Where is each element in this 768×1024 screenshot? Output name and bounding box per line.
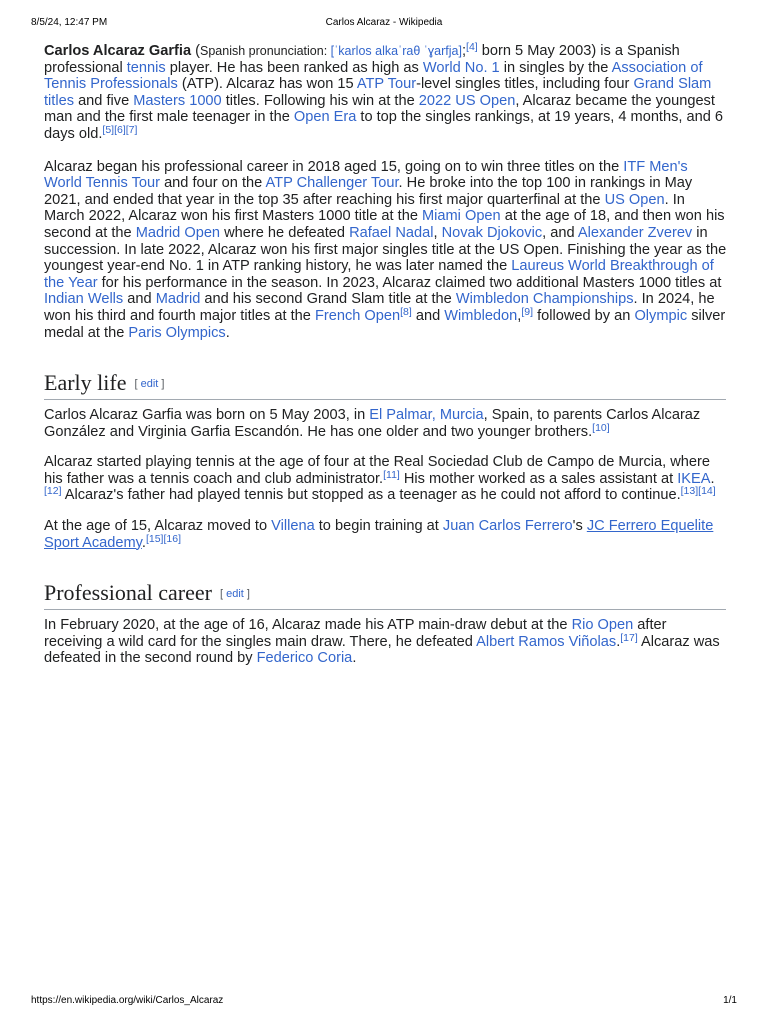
link-olympic[interactable]: Olympic (634, 307, 688, 324)
link-rafael-nadal[interactable]: Rafael Nadal (349, 224, 434, 241)
link-french-open[interactable]: French Open (314, 307, 401, 324)
ref-4[interactable]: [4] (466, 41, 478, 53)
link-federico-coria[interactable]: Federico Coria (256, 650, 353, 667)
link-open-era[interactable]: Open Era (293, 109, 357, 126)
link-miami-open[interactable]: Miami Open (422, 208, 501, 225)
link-juan-carlos-ferrero[interactable]: Juan Carlos Ferrero (442, 518, 573, 535)
ref-8[interactable]: [8] (400, 305, 412, 318)
link-tennis[interactable]: tennis (126, 59, 166, 76)
link-2022-us-open[interactable]: 2022 US Open (418, 92, 516, 109)
link-madrid-open[interactable]: Madrid Open (135, 224, 221, 241)
print-footer (31, 995, 737, 1009)
edit-link-early-life[interactable]: edit (140, 378, 159, 391)
link-rio-open[interactable]: Rio Open (571, 617, 634, 634)
link-ikea[interactable]: IKEA (677, 470, 711, 487)
early-life-paragraph-3: At the age of 15, Alcaraz moved to Villena to begin training at Juan Carlos Ferrero's JC Ferrero Equelite Sport Academy.[15][16] (44, 518, 714, 551)
professional-career-paragraph-1: In February 2020, at the age of 16, Alcaraz made his ATP main-draw debut at the Rio Open after receiving a wild card for the singles main draw. There, he defeated Albert Ramos Viñolas.[17] Alcaraz was defeated in the second round by Federico Coria. (44, 617, 720, 667)
ref-11[interactable]: [11] (383, 468, 400, 481)
link-alexander-zverev[interactable]: Alexander Zverev (577, 224, 693, 241)
ref-13-14[interactable]: [13][14] (680, 485, 716, 498)
link-us-open[interactable]: US Open (604, 191, 665, 208)
link-grand-slam-titles[interactable]: Grand Slam titles (44, 76, 712, 109)
early-life-paragraph-1: Carlos Alcaraz Garfia was born on 5 May 2003, in El Palmar, Murcia, Spain, to parents Carlos Alcaraz González and Virginia Garfia Escandón. He has one older and two younger brothers.[10] (44, 407, 701, 440)
early-life-paragraph-2: Alcaraz started playing tennis at the age of four at the Real Sociedad Club de Campo de Murcia, where his father was a tennis coach and club administrator.[11] His mother worked as a sales assistant at IKEA.[12] Alcaraz's father had played tennis but stopped as a teenager as he could not afford to continue.[13][14] (44, 454, 716, 504)
section-heading-professional-career: Professional career [ edit ] (44, 579, 726, 610)
link-villena[interactable]: Villena (271, 518, 315, 535)
ref-15-16[interactable]: [15][16] (145, 532, 181, 545)
article-content (44, 43, 728, 681)
link-novak-djokovic[interactable]: Novak Djokovic (441, 224, 543, 241)
link-atp-challenger-tour[interactable]: ATP Challenger Tour (265, 175, 399, 192)
link-indian-wells[interactable]: Indian Wells (44, 291, 124, 308)
link-world-no-1[interactable]: World No. 1 (422, 59, 500, 76)
section-heading-early-life: Early life [ edit ] (44, 369, 726, 400)
link-masters-1000[interactable]: Masters 1000 (133, 92, 222, 109)
link-laureus[interactable]: Laureus World Breakthrough of the Year (44, 258, 714, 291)
ref-12[interactable]: [12] (44, 485, 62, 498)
edit-link-professional-career[interactable]: edit (226, 588, 244, 601)
print-page-number: 1/1 (723, 995, 737, 1006)
ref-10[interactable]: [10] (592, 421, 610, 434)
link-madrid[interactable]: Madrid (155, 291, 201, 308)
intro-paragraph-2: Alcaraz began his professional career in 2018 aged 15, going on to win three titles on the ITF Men's World Tennis Tour and four on the ATP Challenger Tour. He broke into the top 100 in rankings in May 2021, and ended that year in the top 35 after reaching his first major quarterfinal at the US Open. In March 2022, Alcaraz won his first Masters 1000 title at the Miami Open at the age of 18, and then won his second at the Madrid Open where he defeated Rafael Nadal, Novak Djokovic, and Alexander Zverev in succession. In late 2022, Alcaraz won his first major singles title at the US Open. Finishing the year as the youngest year-end No. 1 in ATP ranking history, he was later named the Laureus World Breakthrough of the Year for his performance in the season. In 2023, Alcaraz claimed two additional Masters 1000 titles at Indian Wells and Madrid and his second Grand Slam title at the Wimbledon Championships. In 2024, he won his third and fourth major titles at the French Open[8] and Wimbledon,[9] followed by an Olympic silver medal at the Paris Olympics. (44, 158, 727, 341)
print-header (31, 17, 737, 31)
ref-5-6-7[interactable]: [5][6][7] (102, 123, 138, 136)
pronunciation-label: Spanish pronunciation: (200, 44, 331, 58)
print-page-title: Carlos Alcaraz - Wikipedia (325, 17, 443, 28)
edit-section-professional-career: [ edit ] (219, 588, 250, 601)
link-wimbledon-championships[interactable]: Wimbledon Championships (455, 291, 634, 308)
ref-9[interactable]: [9] (521, 305, 534, 318)
link-wimbledon[interactable]: Wimbledon (444, 307, 518, 324)
print-url: https://en.wikipedia.org/wiki/Carlos_Alcaraz (31, 995, 224, 1006)
edit-section-early-life: [ edit ] (134, 378, 165, 391)
link-paris-olympics[interactable]: Paris Olympics (128, 324, 226, 341)
intro-paragraph-1: Carlos Alcaraz Garfia (Spanish pronunciation: [ˈkarlos alkaˈraθ ˈɣarfja];[4] born 5 May 2003) is a Spanish professional tennis player. He has been ranked as high as World No. 1 in singles by the Association of Tennis Professionals (ATP). Alcaraz has won 15 ATP Tour-level singles titles, including four Grand Slam titles and five Masters 1000 titles. Following his win at the 2022 US Open, Alcaraz became the youngest man and the first male teenager in the Open Era to top the singles rankings, at 19 years, 4 months, and 6 days old.[5][6][7] (44, 41, 724, 142)
print-datetime: 8/5/24, 12:47 PM (31, 17, 108, 28)
ref-17[interactable]: [17] (620, 631, 638, 644)
link-albert-ramos-vinolas[interactable]: Albert Ramos Viñolas (476, 633, 617, 650)
ipa-link[interactable]: [ˈkarlos alkaˈraθ ˈɣarfja] (330, 44, 462, 58)
link-atp-tour[interactable]: ATP Tour (356, 76, 417, 93)
link-jc-ferrero-academy[interactable]: JC Ferrero Equelite Sport Academy (44, 518, 714, 551)
link-itf-tour[interactable]: ITF Men's World Tennis Tour (44, 158, 688, 192)
link-el-palmar-murcia[interactable]: El Palmar, Murcia (369, 407, 484, 424)
article-subject-name: Carlos Alcaraz Garfia (44, 43, 192, 59)
link-atp[interactable]: Association of Tennis Professionals (44, 59, 703, 93)
